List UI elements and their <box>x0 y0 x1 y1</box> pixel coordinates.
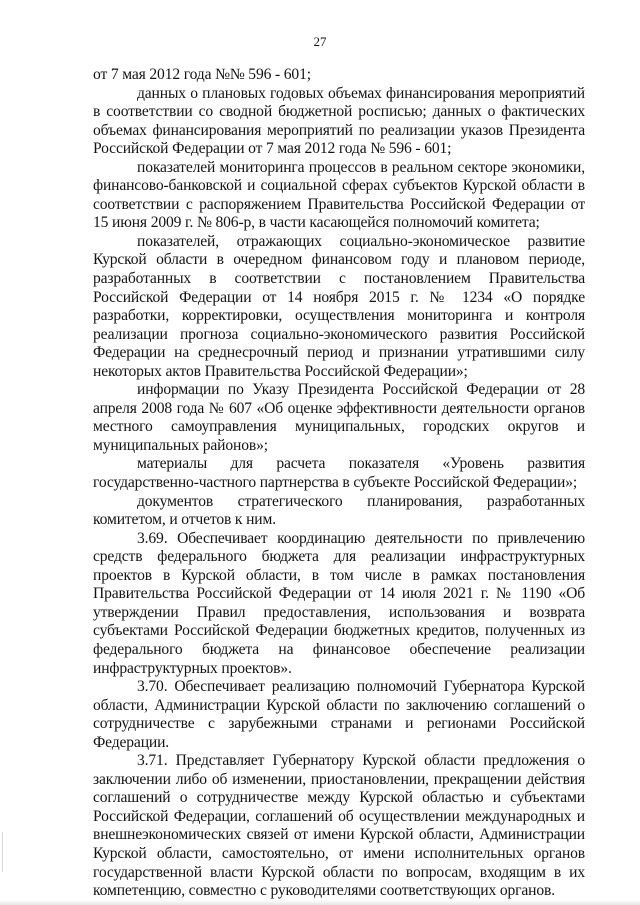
paragraph-3-70: 3.70. Обеспечивает реализацию полномочий Губернатора Курской области, Администрации Курской области по заключению соглашений о сотрудничестве с зарубежными странами и регионами Российской Федерации. <box>93 678 585 751</box>
paragraph-continuation: от 7 мая 2012 года №№ 596 - 601; <box>93 66 311 83</box>
paragraph-funding-data: данных о плановых годовых объемах финансирования мероприятий в соответствии со сводной бюджетной росписью; данных о фактических объемах финансирования мероприятий по реализации указов Президента Российской Федерации от 7 мая 2012 года № 596 - 601; <box>93 84 585 158</box>
paragraph-development-indicators: показателей, отражающих социально-экономическое развитие Курской области в очередном финансовом году и плановом периоде, разработанных в соответствии с постановлением Правительства Российской Федерации от 14 ноября 2015 г. № 1234 «О порядке разработки, корректировки, осуществления мониторинга и контроля реализации прогноза социально-экономического развития Российской Федерации на среднесрочный период и признании утратившими силу некоторых актов Правительства Российской Федерации»; <box>93 232 585 380</box>
scan-bottom-edge <box>0 900 640 905</box>
paragraph-3-69: 3.69. Обеспечивает координацию деятельности по привлечению средств федерального бюджета для реализации инфраструктурных проектов в Курской области, в том числе в рамках постановления Правительства Российской Федерации от 14 июля 2021 г. № 1190 «Об утверждении Правил предоставления, использования и возврата субъектами Российской Федерации бюджетных кредитов, полученных из федерального бюджета на финансовое обеспечение реализации инфраструктурных проектов». <box>93 529 585 677</box>
paragraph-monitoring-indicators: показателей мониторинга процессов в реальном секторе экономики, финансово-банковской и социальной сферах субъектов Курской области в соответствии с распоряжением Правительства Российской Федерации от 15 июня 2009 г. № 806-р, в части касающейся полномочий комитета; <box>93 158 585 232</box>
document-body <box>93 66 585 901</box>
paragraph-presidential-decree-info: информации по Указу Президента Российской Федерации от 28 апреля 2008 года № 607 «Об оценке эффективности деятельности органов местного самоуправления муниципальных, городских округов и муниципальных районов»; <box>93 381 585 454</box>
paragraph-strategic-documents: документов стратегического планирования, разработанных комитетом, и отчетов к ним. <box>93 492 585 529</box>
paragraph-3-71: 3.71. Представляет Губернатору Курской области предложения о заключении либо об изменении, приостановлении, прекращении действия соглашений о сотрудничестве между Курской областью и субъектами Российской Федерации, соглашений об осуществлении международных и внешнеэкономических связей от имени Курской области, Администрации Курской области, самостоятельно, от имени исполнительных органов государственной власти Курской области по вопросам, входящим в их компетенцию, совместно с руководителями соответствующих органов. <box>93 752 585 900</box>
scan-artifact-mark <box>2 832 3 872</box>
paragraph-ppp-materials: материалы для расчета показателя «Уровень развития государственно-частного партнерства в субъекте Российской Федерации»; <box>93 455 585 492</box>
page-number: 27 <box>313 34 327 49</box>
